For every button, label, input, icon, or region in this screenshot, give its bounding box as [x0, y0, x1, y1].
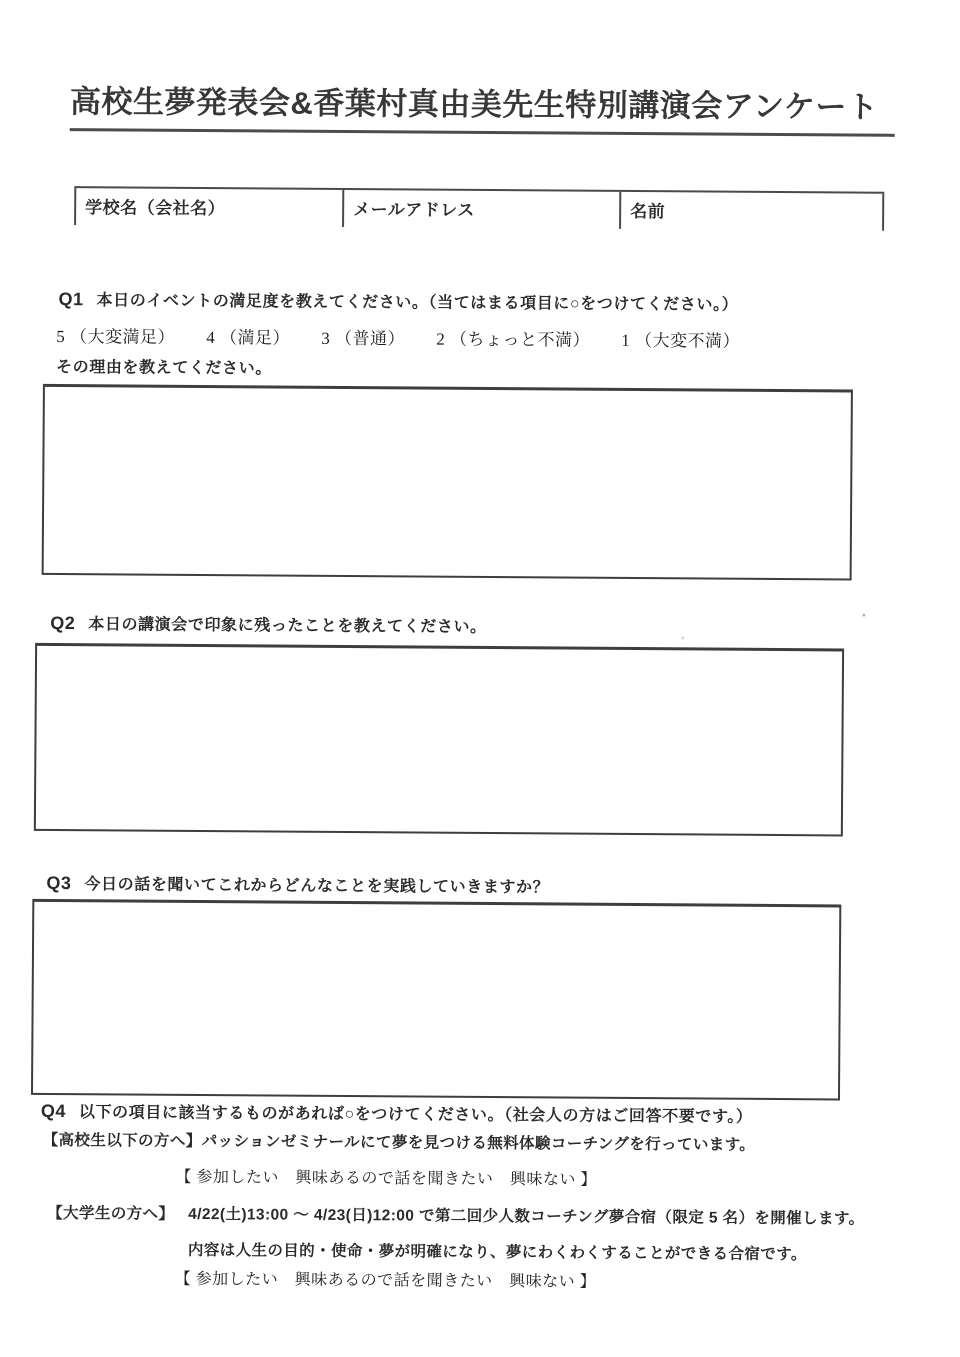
- q2-heading: [50, 611, 487, 637]
- q3-number: Q3: [46, 872, 72, 894]
- email-field[interactable]: [342, 190, 619, 229]
- respondent-info-table: [74, 186, 884, 231]
- q1-option-4[interactable]: 4 （満足）: [206, 328, 291, 348]
- q3-heading: [46, 871, 549, 898]
- university-choice-options[interactable]: 【 参加したい 興味あるので話を聞きたい 興味ない 】: [174, 1270, 597, 1291]
- q2-question: 本日の講演会で印象に残ったことを教えてください。: [88, 616, 487, 636]
- q4-group-university: [47, 1201, 864, 1229]
- school-name-field[interactable]: [74, 188, 342, 227]
- q3-question: 今日の話を聞いてこれからどんなことを実践していきますか？: [84, 876, 550, 897]
- scan-speck: [862, 614, 865, 617]
- q1-heading: [58, 287, 738, 315]
- university-description-line2: 内容は人生の目的・使命・夢が明確になり、夢にわくわくすることができる合宿です。: [187, 1241, 807, 1264]
- school-name-label: 学校名（会社名）: [85, 198, 226, 219]
- q2-answer-box[interactable]: [34, 643, 844, 837]
- q4-group-highschool: [43, 1128, 756, 1155]
- q4-heading: [41, 1099, 753, 1127]
- q1-option-5[interactable]: 5 （大変満足）: [56, 326, 176, 347]
- university-description-line1: 4/22(土)13:00 ～ 4/23(日)12:00 で第二回少人数コーチング夢合宿（限定 5 名）を開催します。: [188, 1205, 865, 1228]
- q1-rating-options: [56, 322, 767, 352]
- q1-option-2[interactable]: 2 （ちょっと不満）: [436, 329, 591, 350]
- q1-reason-prompt: その理由を教えてください。: [56, 358, 272, 378]
- q1-option-3[interactable]: 3 （普通）: [321, 328, 406, 349]
- q1-number: Q1: [58, 288, 84, 310]
- scan-speck: [681, 636, 684, 639]
- q4-number: Q4: [40, 1100, 66, 1122]
- q3-answer-box[interactable]: [31, 899, 841, 1101]
- highschool-description: パッションゼミナールにて夢を見つける無料体験コーチングを行っています。: [201, 1133, 756, 1154]
- q1-option-1[interactable]: 1 （大変不満）: [621, 330, 741, 351]
- q1-answer-box[interactable]: [42, 384, 853, 581]
- q4-question: 以下の項目に該当するものがあれば○をつけてください。（社会人の方はご回答不要です。）: [78, 1104, 753, 1126]
- name-field[interactable]: [619, 192, 884, 231]
- name-label: 名前: [630, 201, 666, 222]
- highschool-choice-options[interactable]: 【 参加したい 興味あるので話を聞きたい 興味ない 】: [175, 1168, 597, 1189]
- university-audience-label: 【大学生の方へ】: [47, 1204, 175, 1223]
- q1-question: 本日のイベントの満足度を教えてください。（当てはまる項目に○をつけてください。）: [96, 292, 739, 314]
- form-title: 高校生夢発表会&香葉村真由美先生特別講演会アンケート: [70, 76, 895, 137]
- q2-number: Q2: [50, 612, 76, 634]
- email-label: メールアドレス: [353, 200, 475, 220]
- highschool-audience-label: 【高校生以下の方へ】: [42, 1131, 202, 1151]
